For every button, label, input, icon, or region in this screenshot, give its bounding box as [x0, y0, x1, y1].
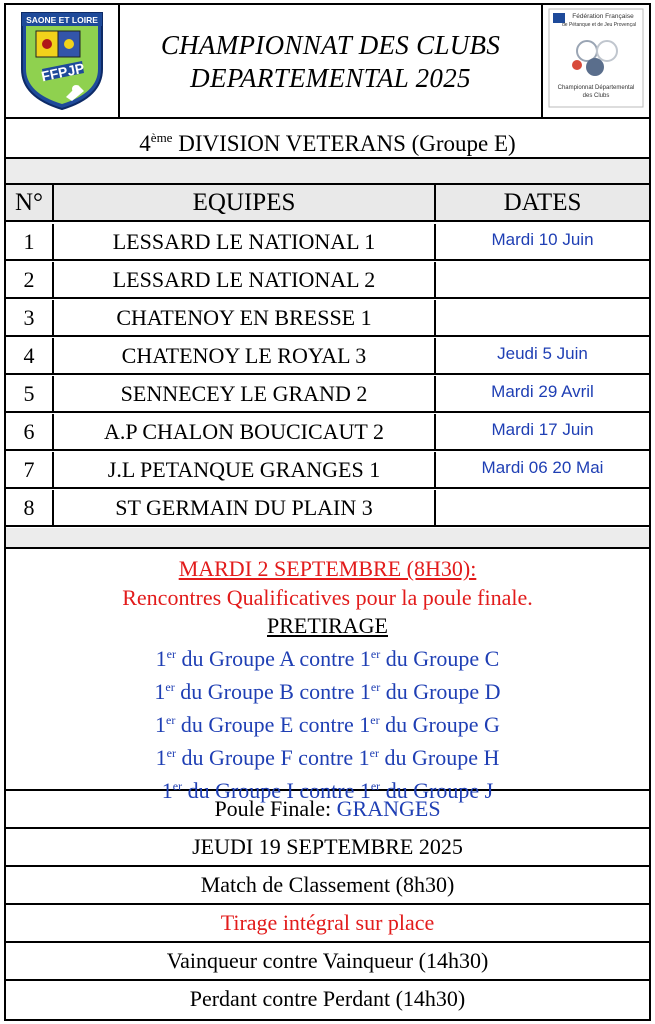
pretirage-heading: PRETIRAGE — [267, 613, 388, 638]
document-sheet — [4, 3, 651, 1021]
qualification-subtitle: Rencontres Qualificatives pour la poule finale. — [122, 585, 533, 610]
logo-right-text-4: des Clubs — [582, 93, 610, 99]
title-line-1: CHAMPIONNAT DES CLUBS — [160, 30, 501, 60]
logo-right-text-3: Championnat Départemental — [557, 85, 635, 91]
title-line-2: DEPARTEMENTAL 2025 — [190, 63, 471, 93]
tirage-integral: Tirage intégral sur place — [6, 905, 649, 943]
poule-finale-place: GRANGES — [336, 796, 441, 821]
header — [6, 5, 649, 119]
logo-bottom-text: FFPJP — [39, 59, 86, 85]
table-row: 1 LESSARD LE NATIONAL 1 Mardi 10 Juin — [6, 224, 649, 261]
header-num: N° — [6, 185, 54, 220]
losers-match: Perdant contre Perdant (14h30) — [189, 986, 466, 1011]
table-row: 7 J.L PETANQUE GRANGES 1 Mardi 06 20 Mai — [6, 452, 649, 489]
page-title — [122, 29, 539, 95]
winners-match: Vainqueur contre Vainqueur (14h30) — [6, 943, 649, 981]
table-header — [6, 185, 649, 222]
ffpjp-saone-et-loire-logo — [6, 5, 120, 117]
pretirage-match: 1er du Groupe F contre 1er du Groupe H — [155, 745, 500, 770]
qualification-info — [6, 549, 649, 803]
pretirage-match: 1er du Groupe A contre 1er du Groupe C — [155, 646, 500, 671]
logo-right-text-2: de Pétanque et de Jeu Provençal — [562, 22, 636, 28]
division-title: 4ème DIVISION VETERANS (Groupe E) — [6, 119, 649, 159]
pretirage-match: 1er du Groupe E contre 1er du Groupe G — [155, 712, 500, 737]
spacer-row — [6, 159, 649, 185]
match-classement: Match de Classement (8h30) — [6, 867, 649, 905]
ffpjp-championnat-logo — [541, 5, 649, 117]
table-row: 5 SENNECEY LE GRAND 2 Mardi 29 Avril — [6, 376, 649, 413]
spacer-row — [6, 528, 649, 549]
championnat-logo-icon — [543, 5, 649, 117]
table-row: 3 CHATENOY EN BRESSE 1 — [6, 300, 649, 337]
ffpjp-logo-icon — [6, 5, 118, 117]
logo-right-text-1: Fédération Française — [572, 13, 634, 20]
logo-top-text: SAONE ET LOIRE — [26, 15, 98, 25]
table-row: 4 CHATENOY LE ROYAL 3 Jeudi 5 Juin — [6, 338, 649, 375]
table-row: 6 A.P CHALON BOUCICAUT 2 Mardi 17 Juin — [6, 414, 649, 451]
table-row: 8 ST GERMAIN DU PLAIN 3 — [6, 490, 649, 527]
header-dates: DATES — [503, 189, 582, 216]
pretirage-match: 1er du Groupe I contre 1er du Groupe J — [161, 778, 494, 803]
header-team: EQUIPES — [54, 185, 436, 220]
qualification-date: MARDI 2 SEPTEMBRE (8H30): — [178, 556, 477, 581]
final-date: JEUDI 19 SEPTEMBRE 2025 — [6, 829, 649, 867]
pretirage-match: 1er du Groupe B contre 1er du Groupe D — [154, 679, 501, 704]
poule-finale: Poule Finale: GRANGES — [6, 791, 649, 829]
table-row: 2 LESSARD LE NATIONAL 2 — [6, 262, 649, 299]
